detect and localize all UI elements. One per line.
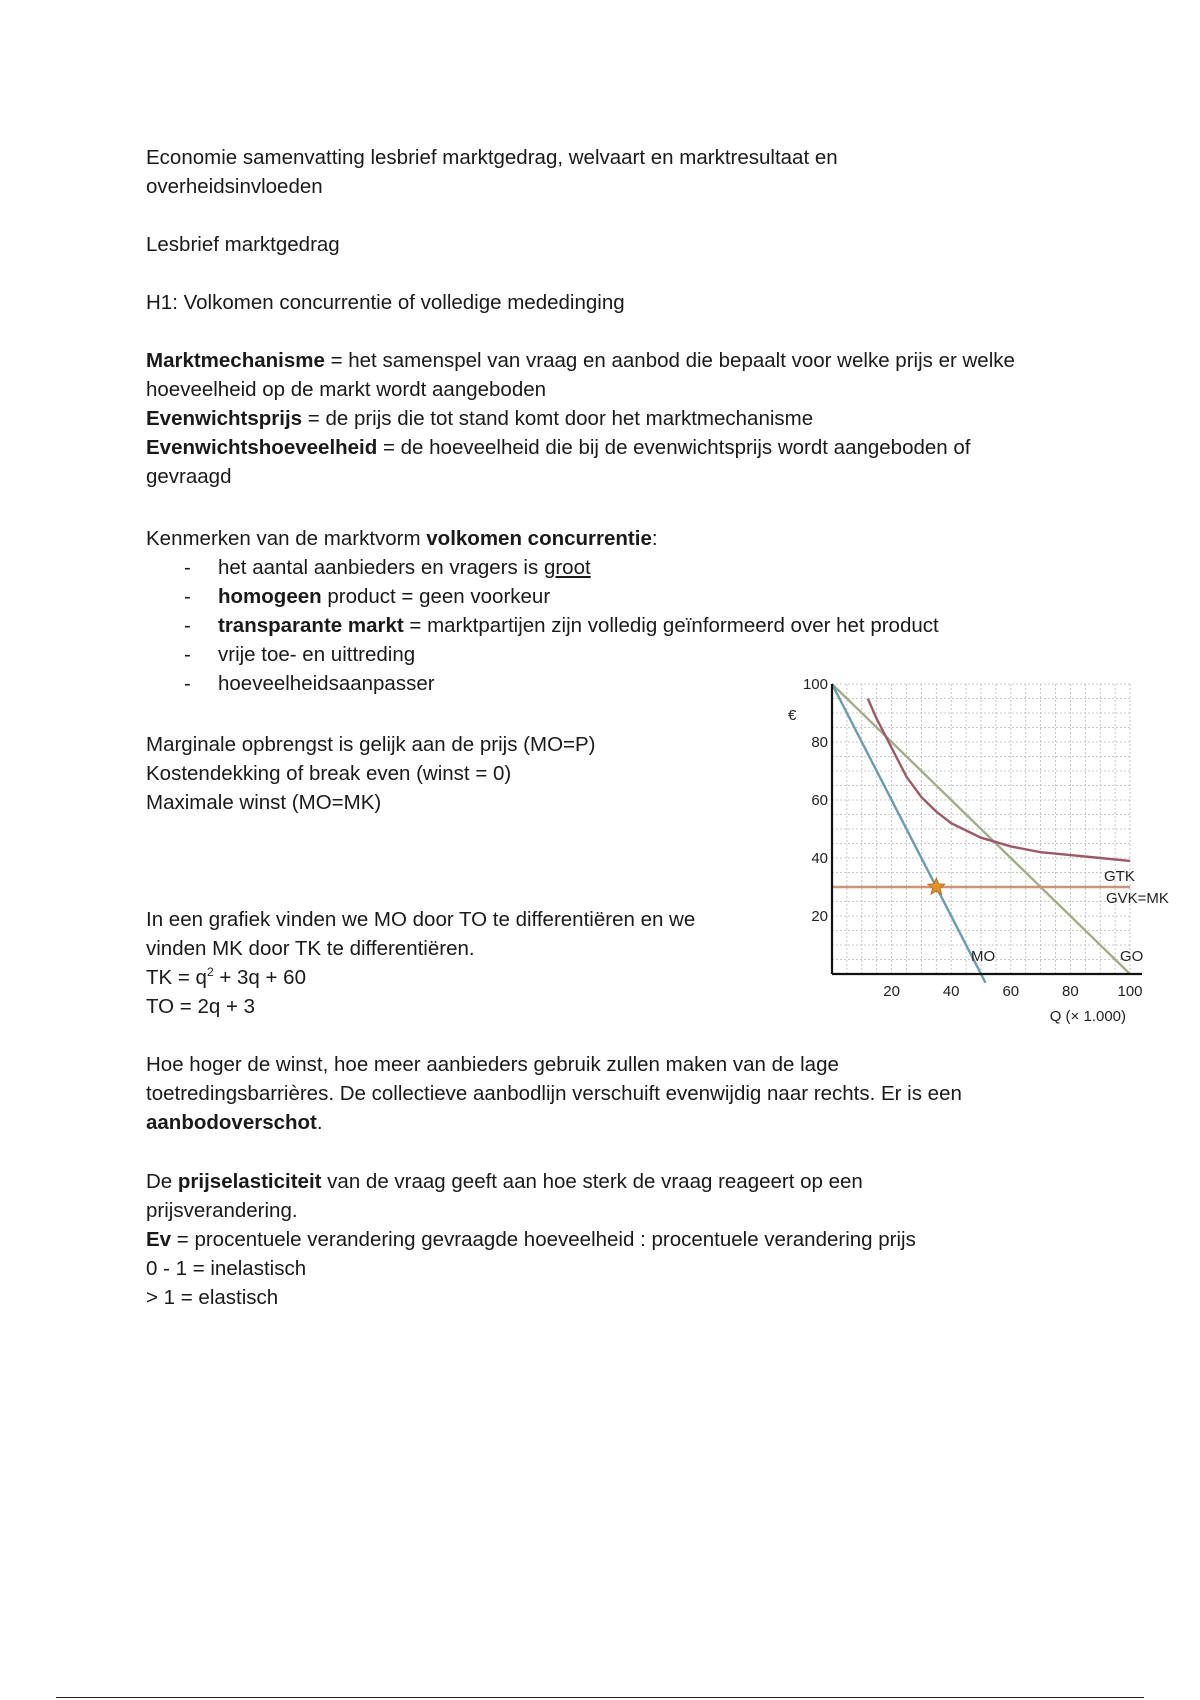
series-label: MO — [971, 948, 996, 965]
list-item: - hoeveelheidsaanpasser — [146, 669, 939, 698]
term-evenwichtsprijs: Evenwichtsprijs — [146, 407, 303, 430]
y-tick-label: 40 — [811, 850, 828, 867]
term-marktmechanisme: Marktmechanisme — [146, 349, 325, 372]
series-label: GO — [1120, 948, 1144, 965]
winst-paragraph: Hoe hoger de winst, hoe meer aanbieders gebruik zullen maken van de lage toetredingsbarrières. De collectieve aanbodlijn verschuift evenwijdig naar rechts. Er is een aanbodoverschot. — [146, 1053, 962, 1134]
chapter-heading: H1: Volkomen concurrentie of volledige mededinging — [146, 291, 625, 314]
x-axis-label: Q (× 1.000) — [1049, 1008, 1126, 1025]
x-tick-label: 60 — [1002, 983, 1020, 1000]
y-tick-label: 20 — [811, 908, 828, 925]
to-formula: TO = 2q + 3 — [146, 995, 256, 1018]
y-tick-label: 100 — [802, 676, 828, 693]
y-tick-label: 60 — [811, 792, 828, 809]
definitions: Marktmechanisme = het samenspel van vraag en aanbod die bepaalt voor welke prijs er welke hoeveelheid op de markt wordt aangeboden Evenwichtsprijs = de prijs die tot stand komt door het marktmechanisme Evenwichtshoeveelheid = de hoeveelheid die bij de evenwichtsprijs wordt aangeboden of gevraagd — [146, 349, 1015, 488]
series-label: GVK=MK — [1106, 890, 1169, 907]
x-tick-label: 100 — [1117, 983, 1143, 1000]
x-tick-label: 40 — [942, 983, 960, 1000]
cost-revenue-chart — [770, 668, 1190, 1028]
tk-formula: TK = $q^2 + 3q + 60$ — [146, 965, 306, 989]
term-evenwichtshoeveelheid: Evenwichtshoeveelheid — [146, 436, 378, 459]
series-gtk — [868, 699, 1130, 861]
doc-title: Economie samenvatting lesbrief marktgedrag, welvaart en marktresultaat en overheidsinvloeden — [146, 146, 838, 198]
series-label: GTK — [1104, 867, 1135, 885]
list-item: - vrije toe- en uittreding — [146, 640, 939, 669]
list-item: - homogeen product = geen voorkeur — [146, 582, 939, 611]
series-mo-extension — [981, 974, 985, 983]
list-item: - het aantal aanbieders en vragers is groot — [146, 553, 939, 582]
section-title: Lesbrief marktgedrag — [146, 233, 340, 256]
y-axis-label: € — [788, 707, 797, 724]
star-marker-icon — [928, 878, 945, 894]
differentiation-text: In een grafiek vinden we MO door TO te differentiëren en we vinden MK door TK te differentiëren. TK = $q^2 + 3q + 60$ TO = 2q + 3 — [146, 908, 696, 1018]
x-tick-label: 80 — [1062, 983, 1079, 1000]
y-tick-label: 80 — [811, 734, 828, 751]
mo-rules: Marginale opbrengst is gelijk aan de prijs (MO=P) Kostendekking of break even (winst = 0) Maximale winst (MO=MK) — [146, 733, 596, 814]
series-mo — [832, 684, 981, 974]
x-tick-label: 20 — [883, 983, 900, 1000]
kenmerken-intro: Kenmerken van de marktvorm volkomen concurrentie: — [146, 527, 658, 550]
list-item: - transparante markt = marktpartijen zijn volledig geïnformeerd over het product — [146, 611, 939, 640]
elasticity-paragraph: De prijselasticiteit van de vraag geeft aan hoe sterk de vraag reageert op een prijsverandering. Ev = procentuele verandering gevraagde hoeveelheid : procentuele verandering prijs 0 - 1 = inelastisch > 1 = elastisch — [146, 1170, 916, 1309]
footer-divider — [56, 1697, 1144, 1698]
